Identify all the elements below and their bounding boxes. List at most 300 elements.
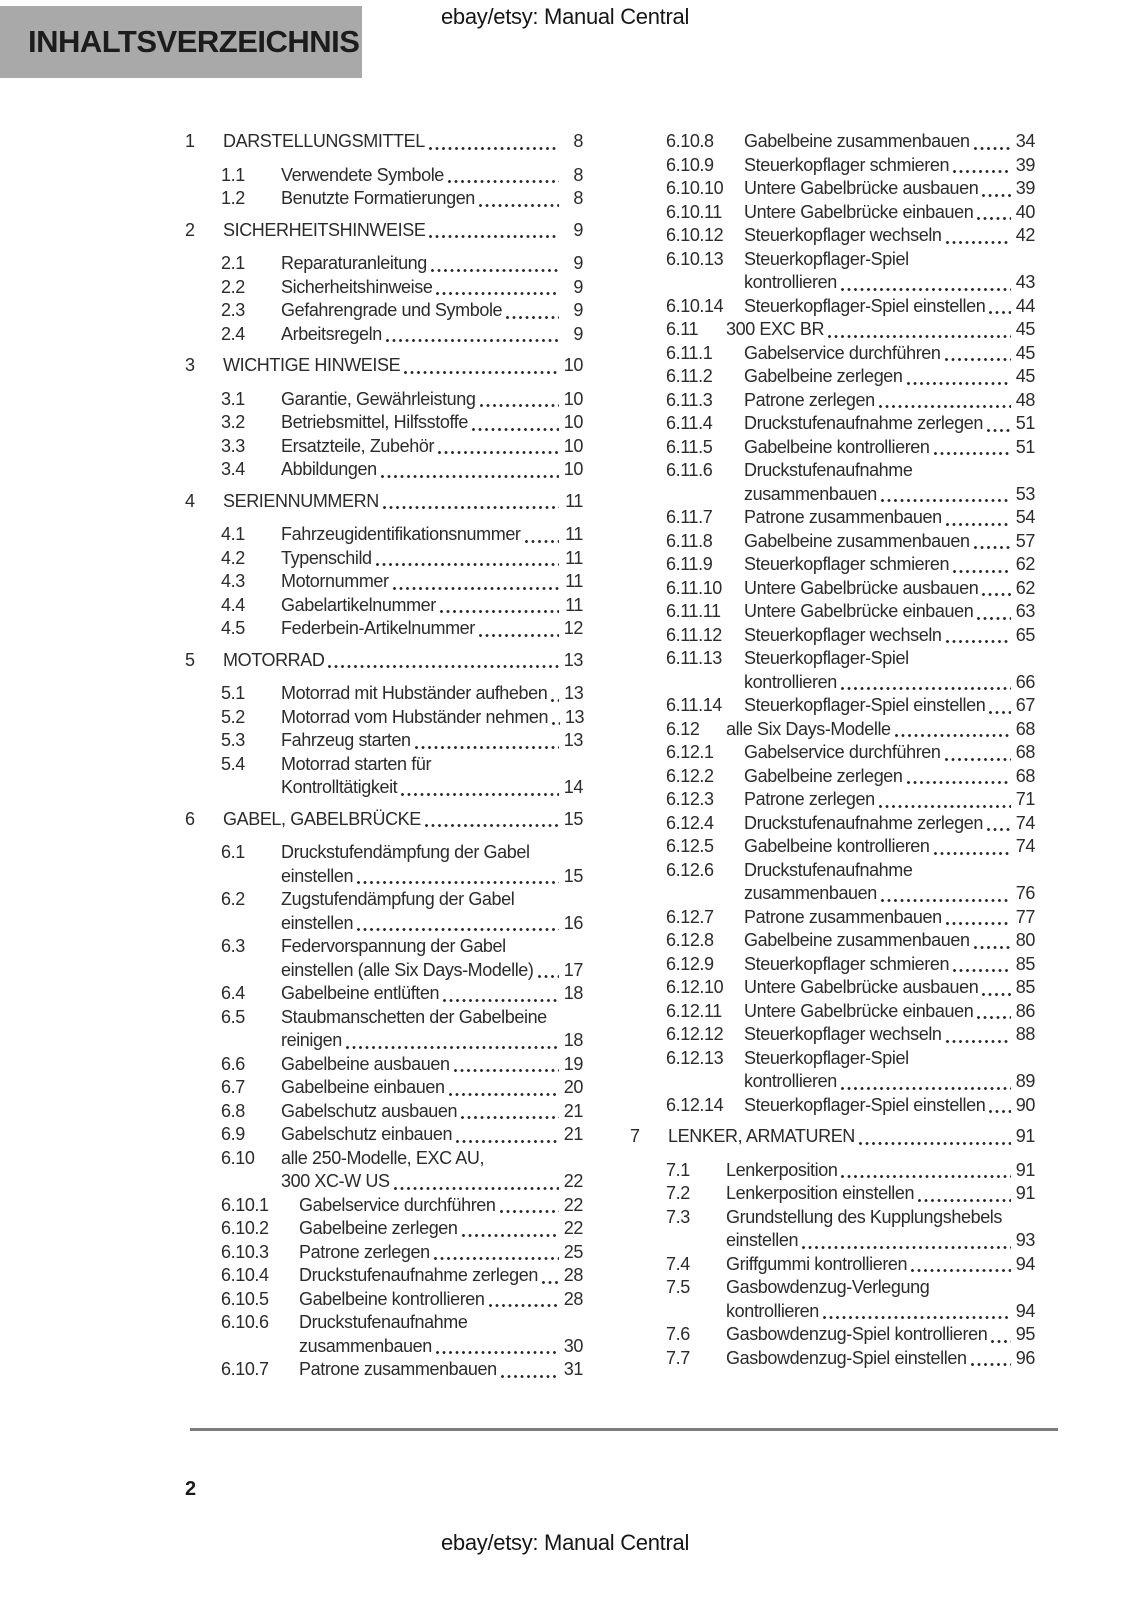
toc-entry-body (744, 812, 1035, 836)
toc-entry-line (299, 1335, 583, 1359)
dot-leader (974, 946, 1011, 949)
toc-entry-line (744, 906, 1035, 930)
toc-entry-line (281, 594, 583, 618)
document-header-title: ebay/etsy: Manual Central (440, 4, 690, 29)
toc-entry-number: 7.7 (666, 1347, 690, 1368)
toc-entry-number: 6.10.12 (666, 225, 724, 245)
toc-entry-label: Kontrolltätigkeit (281, 777, 398, 797)
toc-entry-number: 1.1 (221, 164, 245, 185)
toc-entry-page: 86 (1015, 1000, 1035, 1021)
dot-leader (859, 1142, 1011, 1145)
toc-entry-label: Untere Gabelbrücke einbauen (744, 601, 974, 621)
toc-entry-label: Steuerkopflager-Spiel (744, 648, 909, 668)
toc-entry-body (281, 570, 583, 594)
toc-entry-page: 34 (1015, 131, 1035, 151)
dot-leader (987, 429, 1011, 432)
toc-entry-label: Gabelbeine zusammenbauen (744, 930, 970, 950)
toc-entry-label: Patrone zusammenbauen (299, 1359, 497, 1379)
toc-entry (666, 530, 1035, 554)
toc-entry-body (726, 718, 1035, 742)
toc-entry (666, 1023, 1035, 1047)
toc-entry-line (281, 776, 583, 800)
dot-leader (440, 610, 559, 613)
toc-entry (666, 976, 1035, 1000)
toc-entry-label: kontrollieren (744, 671, 837, 692)
toc-entry (221, 1006, 583, 1053)
toc-entry-page: 13 (564, 683, 584, 703)
toc-entry (666, 1276, 1035, 1323)
toc-entry-line (281, 888, 583, 912)
toc-entry-page: 8 (573, 164, 583, 185)
toc-entry-page: 18 (563, 983, 583, 1003)
toc-column-right (630, 130, 1035, 1370)
toc-entry (666, 929, 1035, 953)
toc-entry-label: Zugstufendämpfung der Gabel (281, 889, 515, 909)
toc-entry-number: 6.12.11 (666, 1000, 722, 1021)
toc-entry-number: 6.12.9 (666, 953, 714, 974)
toc-entry-body (223, 649, 583, 673)
toc-entry-page: 8 (573, 188, 583, 208)
toc-entry-body (744, 577, 1035, 601)
toc-entry-label: Steuerkopflager wechseln (744, 624, 942, 645)
dot-leader (386, 339, 559, 342)
toc-entry-line (744, 1023, 1035, 1047)
toc-entry-body (744, 177, 1035, 201)
toc-entry-body (281, 435, 583, 459)
toc-entry-line (281, 547, 583, 571)
toc-entry-body (744, 459, 1035, 506)
toc-entry-page: 9 (573, 323, 583, 344)
toc-entry-page: 68 (1015, 718, 1035, 739)
dot-leader (945, 758, 1011, 761)
toc-entry-page: 88 (1015, 1024, 1035, 1044)
toc-entry-label: Gasbowdenzug-Spiel einstellen (726, 1347, 967, 1368)
toc-entry-page: 96 (1015, 1347, 1035, 1368)
toc-entry (666, 624, 1035, 648)
toc-entry-page: 51 (1015, 413, 1035, 433)
toc-entry-page: 65 (1015, 624, 1035, 645)
toc-entry-number: 4.4 (221, 594, 245, 615)
toc-entry-line (744, 389, 1035, 413)
dot-leader (501, 1375, 559, 1378)
toc-entry (666, 718, 1035, 742)
toc-entry-label: GABEL, GABELBRÜCKE (223, 808, 421, 829)
dot-leader (448, 180, 559, 183)
toc-entry-label: Steuerkopflager wechseln (744, 1024, 942, 1044)
toc-entry-number: 7.6 (666, 1324, 690, 1344)
toc-entry-label: Gabelartikelnummer (281, 594, 436, 615)
toc-entry (666, 295, 1035, 319)
toc-entry (185, 808, 583, 832)
toc-entry (666, 177, 1035, 201)
toc-entry-line (281, 753, 583, 777)
toc-entry-line (281, 729, 583, 753)
dot-leader (987, 828, 1011, 831)
toc-entry-body (744, 436, 1035, 460)
toc-entry (666, 741, 1035, 765)
dot-leader (991, 1340, 1011, 1343)
toc-entry-label: Gabelservice durchführen (744, 742, 941, 762)
toc-entry-label: Druckstufenaufnahme zerlegen (744, 413, 983, 433)
toc-entry-page: 10 (563, 435, 583, 456)
toc-entry-line (281, 1006, 583, 1030)
toc-entry-body (744, 765, 1035, 789)
toc-entry-label: Druckstufenaufnahme (744, 460, 913, 480)
toc-entry-page: 68 (1015, 742, 1035, 762)
toc-entry-body (744, 624, 1035, 648)
toc-entry-label: WICHTIGE HINWEISE (223, 355, 401, 375)
toc-entry-line (223, 219, 583, 243)
toc-entry-label: Lenkerposition (726, 1159, 838, 1180)
toc-entry-label: Gabelbeine kontrollieren (299, 1288, 485, 1309)
toc-entry-line (223, 649, 583, 673)
toc-entry-page: 11 (565, 490, 583, 511)
toc-entry-number: 6.1 (221, 842, 245, 862)
toc-entry-label: Fahrzeug starten (281, 730, 411, 750)
dot-leader (977, 217, 1011, 220)
dot-leader (357, 881, 559, 884)
toc-entry (221, 299, 583, 323)
toc-entry-page: 8 (573, 131, 583, 151)
toc-entry-number: 4.5 (221, 618, 245, 638)
dot-leader (802, 1246, 1011, 1249)
toc-entry-number: 2.3 (221, 300, 245, 320)
toc-entry-label: Gasbowdenzug-Verlegung (726, 1277, 930, 1297)
toc-entry-number: 3 (185, 355, 195, 375)
toc-entry-page: 62 (1015, 554, 1035, 574)
dot-leader (525, 540, 559, 543)
toc-entry-page: 85 (1015, 953, 1035, 974)
toc-entry-page: 68 (1015, 765, 1035, 786)
toc-entry-body (744, 553, 1035, 577)
toc-entry-page: 10 (563, 388, 583, 409)
toc-entry-number: 3.3 (221, 435, 245, 456)
toc-entry-body (744, 1047, 1035, 1094)
toc-entry-number: 6.11.4 (666, 413, 713, 433)
toc-entry-number: 6.12.4 (666, 812, 714, 833)
toc-entry-page: 76 (1015, 883, 1035, 903)
toc-entry-body (744, 130, 1035, 154)
toc-entry-page: 12 (563, 618, 583, 638)
footer-divider (190, 1428, 1058, 1431)
toc-entry-body (223, 130, 583, 154)
toc-entry-number: 6.12.10 (666, 977, 724, 997)
toc-entry-line (281, 865, 583, 889)
toc-entry-page: 93 (1015, 1230, 1035, 1250)
toc-entry-line (726, 1182, 1035, 1206)
toc-entry-number: 3.2 (221, 412, 245, 432)
toc-entry-label: Gefahrengrade und Symbole (281, 300, 503, 320)
dot-leader (393, 587, 559, 590)
toc-entry-label: Steuerkopflager-Spiel (744, 1047, 909, 1068)
toc-entry-line (744, 412, 1035, 436)
toc-entry-line (744, 271, 1035, 295)
toc-entry-label: Betriebsmittel, Hilfsstoffe (281, 412, 468, 432)
toc-entry-page: 20 (563, 1077, 583, 1097)
toc-entry-body (281, 1100, 583, 1124)
toc-entry-page: 9 (573, 276, 583, 297)
dot-leader (974, 546, 1011, 549)
toc-entry (666, 506, 1035, 530)
toc-entry-number: 6.10.4 (221, 1265, 269, 1285)
toc-entry-line (726, 1229, 1035, 1253)
toc-entry-label: SICHERHEITSHINWEISE (223, 219, 426, 240)
toc-entry (221, 187, 583, 211)
toc-entry-number: 6.11.6 (666, 460, 713, 480)
toc-entry-label: Patrone zusammenbauen (744, 906, 942, 927)
toc-entry (666, 342, 1035, 366)
toc-entry (666, 201, 1035, 225)
toc-entry-line (744, 553, 1035, 577)
toc-entry-line (726, 1206, 1035, 1230)
toc-entry (221, 323, 583, 347)
dot-leader (945, 358, 1011, 361)
dot-leader (879, 405, 1011, 408)
toc-entry-body (281, 458, 583, 482)
toc-entry-number: 4.1 (221, 524, 245, 544)
toc-entry-line (281, 1170, 583, 1194)
toc-entry-page: 13 (563, 649, 583, 670)
toc-entry (221, 982, 583, 1006)
toc-entry-line (299, 1194, 583, 1218)
toc-entry-number: 6.11.13 (666, 648, 722, 668)
toc-entry-label: Garantie, Gewährleistung (281, 388, 476, 409)
toc-entry-label: kontrollieren (726, 1300, 819, 1321)
toc-entry (221, 935, 583, 982)
toc-entry-body (281, 323, 583, 347)
toc-entry-body (744, 1023, 1035, 1047)
toc-entry-body (744, 248, 1035, 295)
toc-entry-number: 3.4 (221, 459, 245, 479)
toc-entry-number: 6.9 (221, 1124, 245, 1144)
toc-entry-label: Gabelbeine zerlegen (744, 765, 903, 786)
toc-entry-number: 6.12.7 (666, 906, 714, 927)
toc-entry-body (281, 187, 583, 211)
toc-entry-label: Verwendete Symbole (281, 164, 444, 185)
toc-entry-number: 3.1 (221, 388, 245, 409)
toc-entry-number: 6.11.7 (666, 507, 713, 527)
toc-entry-page: 9 (573, 253, 583, 273)
toc-entry-label: Untere Gabelbrücke ausbauen (744, 577, 979, 598)
toc-entry-number: 4.2 (221, 547, 245, 568)
toc-entry-body (281, 706, 583, 730)
toc-entry (666, 1159, 1035, 1183)
toc-entry (221, 276, 583, 300)
toc-entry-line (744, 929, 1035, 953)
toc-entry (221, 682, 583, 706)
toc-entry-number: 7.4 (666, 1253, 690, 1274)
toc-entry-body (726, 1253, 1035, 1277)
toc-entry-body (744, 530, 1035, 554)
toc-entry-label: Gabelbeine ausbauen (281, 1053, 450, 1074)
dot-leader (841, 1175, 1011, 1178)
toc-entry-number: 6.10.13 (666, 248, 724, 269)
toc-entry-number: 5 (185, 649, 195, 670)
toc-entry-number: 6.12.14 (666, 1094, 724, 1115)
dot-leader (971, 1363, 1011, 1366)
toc-entry-number: 1.2 (221, 188, 245, 208)
table-of-contents-heading (0, 6, 362, 78)
toc-entry-body (223, 219, 583, 243)
toc-entry-line (726, 1300, 1035, 1324)
toc-entry-body (744, 788, 1035, 812)
dot-leader (357, 928, 559, 931)
page-number: 2 (185, 1478, 197, 1500)
toc-entry-page: 30 (563, 1335, 583, 1356)
toc-entry-line (744, 577, 1035, 601)
dot-leader (946, 640, 1011, 643)
toc-entry (666, 1253, 1035, 1277)
toc-entry-line (744, 342, 1035, 366)
toc-entry (221, 1053, 583, 1077)
toc-entry-label: kontrollieren (744, 272, 837, 292)
toc-entry-number: 6.5 (221, 1006, 245, 1027)
toc-entry-label: Patrone zerlegen (744, 389, 875, 410)
toc-entry-line (744, 130, 1035, 154)
toc-entry-page: 28 (563, 1288, 583, 1309)
toc-entry-body (744, 342, 1035, 366)
toc-entry-page: 54 (1015, 507, 1035, 527)
dot-leader (907, 781, 1011, 784)
dot-leader (551, 699, 559, 702)
toc-entry-body (726, 1206, 1035, 1253)
toc-entry (221, 1311, 583, 1358)
toc-entry-line (299, 1311, 583, 1335)
toc-entry-page: 91 (1015, 1183, 1035, 1203)
toc-entry-page: 67 (1015, 695, 1035, 715)
toc-entry-body (299, 1217, 583, 1241)
toc-entry-body (726, 1182, 1035, 1206)
toc-entry (185, 649, 583, 673)
toc-entry-label: MOTORRAD (223, 649, 325, 670)
toc-entry-page: 14 (563, 777, 583, 797)
toc-entry-page: 13 (564, 706, 585, 727)
toc-entry (221, 706, 583, 730)
toc-entry (221, 1288, 583, 1312)
toc-entry-body (744, 295, 1035, 319)
toc-entry-label: SERIENNUMMERN (223, 490, 379, 511)
toc-entry-line (744, 859, 1035, 883)
dot-leader (946, 922, 1011, 925)
toc-entry-line (281, 323, 583, 347)
toc-entry-body (726, 1323, 1035, 1347)
toc-entry (221, 1194, 583, 1218)
toc-entry-number: 6.7 (221, 1077, 245, 1097)
toc-entry-page: 43 (1015, 272, 1035, 292)
toc-entry-label: Grundstellung des Kupplungshebels (726, 1206, 1003, 1227)
toc-entry-label: Motorrad starten für (281, 753, 432, 774)
toc-entry-body (281, 1053, 583, 1077)
toc-entry-page: 11 (565, 524, 583, 544)
toc-entry-number: 4 (185, 490, 195, 511)
toc-entry-body (281, 252, 583, 276)
toc-entry-page: 51 (1015, 436, 1035, 457)
toc-entry-page: 21 (563, 1124, 583, 1144)
toc-entry (221, 1147, 583, 1194)
toc-entry-line (281, 164, 583, 188)
dot-leader (436, 1351, 559, 1354)
toc-entry (666, 812, 1035, 836)
dot-leader (401, 793, 559, 796)
toc-entry-line (744, 624, 1035, 648)
dot-leader (431, 269, 559, 272)
dot-leader (841, 687, 1011, 690)
toc-entry-body (281, 729, 583, 753)
toc-entry-number: 1 (185, 131, 195, 151)
toc-entry (666, 412, 1035, 436)
toc-entry-line (744, 506, 1035, 530)
toc-entry-page: 21 (563, 1100, 583, 1121)
toc-entry (221, 1100, 583, 1124)
toc-entry (666, 1206, 1035, 1253)
toc-entry-label: Federvorspannung der Gabel (281, 936, 506, 956)
toc-entry-label: Fahrzeugidentifikationsnummer (281, 524, 521, 544)
toc-entry (666, 1347, 1035, 1371)
toc-entry-line (726, 1347, 1035, 1371)
toc-entry-page: 16 (563, 912, 583, 933)
toc-entry-number: 6.11.5 (666, 436, 713, 457)
toc-entry-line (744, 530, 1035, 554)
toc-entry-body (281, 523, 583, 547)
toc-entry-line (744, 788, 1035, 812)
toc-entry-line (299, 1217, 583, 1241)
toc-entry-line (744, 1000, 1035, 1024)
toc-entry-line (299, 1358, 583, 1382)
toc-entry (221, 617, 583, 641)
toc-entry-line (744, 1094, 1035, 1118)
toc-entry-number: 6.11.8 (666, 530, 713, 551)
toc-entry (221, 523, 583, 547)
toc-entry-line (299, 1241, 583, 1265)
toc-entry-label: Steuerkopflager schmieren (744, 154, 950, 175)
toc-entry-label: Patrone zusammenbauen (744, 507, 942, 527)
toc-entry-label: Gabelbeine zusammenbauen (744, 131, 970, 151)
toc-entry-body (281, 594, 583, 618)
toc-entry (221, 1241, 583, 1265)
toc-entry (666, 1000, 1035, 1024)
toc-entry-number: 6.10.9 (666, 154, 714, 175)
dot-leader (881, 899, 1011, 902)
toc-entry-label: reinigen (281, 1030, 342, 1050)
toc-entry-page: 48 (1015, 389, 1035, 410)
toc-entry-number: 6.10.5 (221, 1288, 269, 1309)
toc-entry-body (744, 741, 1035, 765)
toc-entry-number: 5.3 (221, 730, 245, 750)
toc-entry-line (281, 252, 583, 276)
dot-leader (443, 999, 559, 1002)
toc-entry (666, 130, 1035, 154)
dot-leader (946, 523, 1011, 526)
toc-entry-line (299, 1288, 583, 1312)
toc-entry-page: 10 (563, 412, 583, 432)
toc-entry-label: Patrone zerlegen (744, 789, 875, 809)
toc-entry-body (744, 953, 1035, 977)
dot-leader (500, 1210, 559, 1213)
toc-entry (221, 1264, 583, 1288)
dot-leader (376, 563, 559, 566)
toc-entry-body (299, 1358, 583, 1382)
toc-entry-number: 6 (185, 808, 195, 829)
dot-leader (480, 404, 559, 407)
toc-entry-number: 6.10.7 (221, 1359, 269, 1379)
toc-entry-page: 18 (563, 1030, 583, 1050)
toc-entry-line (744, 812, 1035, 836)
toc-entry-label: einstellen (726, 1230, 799, 1250)
dot-leader (841, 288, 1011, 291)
toc-entry (666, 553, 1035, 577)
toc-entry-body (726, 318, 1035, 342)
toc-entry-label: einstellen (281, 912, 354, 933)
